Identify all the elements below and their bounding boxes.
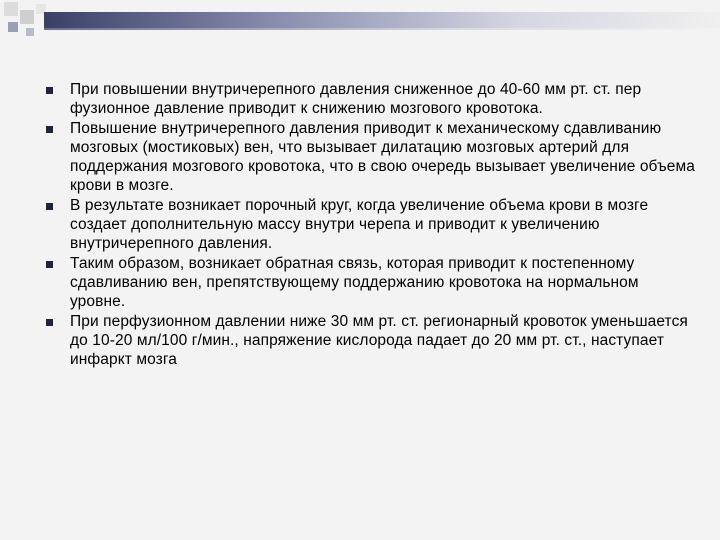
list-item <box>46 312 696 369</box>
list-item-text: В результате возникает порочный круг, когда увеличение объема крови в мозге создает дополнительную массу внутри черепа и приводит к увеличению внутричерепного давления. <box>70 197 649 252</box>
square-bullet-icon <box>46 87 53 94</box>
square-bullet-icon <box>46 261 53 268</box>
header-gradient-bar <box>44 12 720 28</box>
square-bullet-icon <box>46 126 53 133</box>
list-item-text: При перфузионном давлении ниже 30 мм рт. ст. регионарный кровоток уменьшается до 10-20 мл/100 г/мин., напряжение кислорода падает до 20 мм рт. ст., наступает инфаркт мозга <box>70 313 688 368</box>
list-item <box>46 196 696 253</box>
list-item <box>46 119 696 195</box>
square-bullet-icon <box>46 319 53 326</box>
decor-square <box>20 10 34 24</box>
list-item-text: Повышение внутричерепного давления приводит к механическому сдавливанию мозговых (мостиковых) вен, что вызывает дилатацию мозговых артерий для поддержания мозгового кровотока, что в свою очередь вызывает увеличение объема крови в мозге. <box>70 120 696 194</box>
decor-square <box>8 22 18 32</box>
decor-square <box>4 2 18 16</box>
list-item <box>46 254 696 311</box>
bullet-list <box>46 80 696 370</box>
list-item <box>46 80 696 118</box>
decor-square <box>26 28 34 36</box>
header-underline <box>44 28 720 30</box>
list-item-text: При повышении внутричерепного давления сниженное до 40-60 мм рт. ст. пер фузионное давление приводит к снижению мозгового кровотока. <box>70 81 642 117</box>
list-item-text: Таким образом, возникает обратная связь, которая приводит к постепенному сдавливанию вен, препятствующему поддержанию кровотока на нормальном уровне. <box>70 255 639 310</box>
square-bullet-icon <box>46 203 53 210</box>
